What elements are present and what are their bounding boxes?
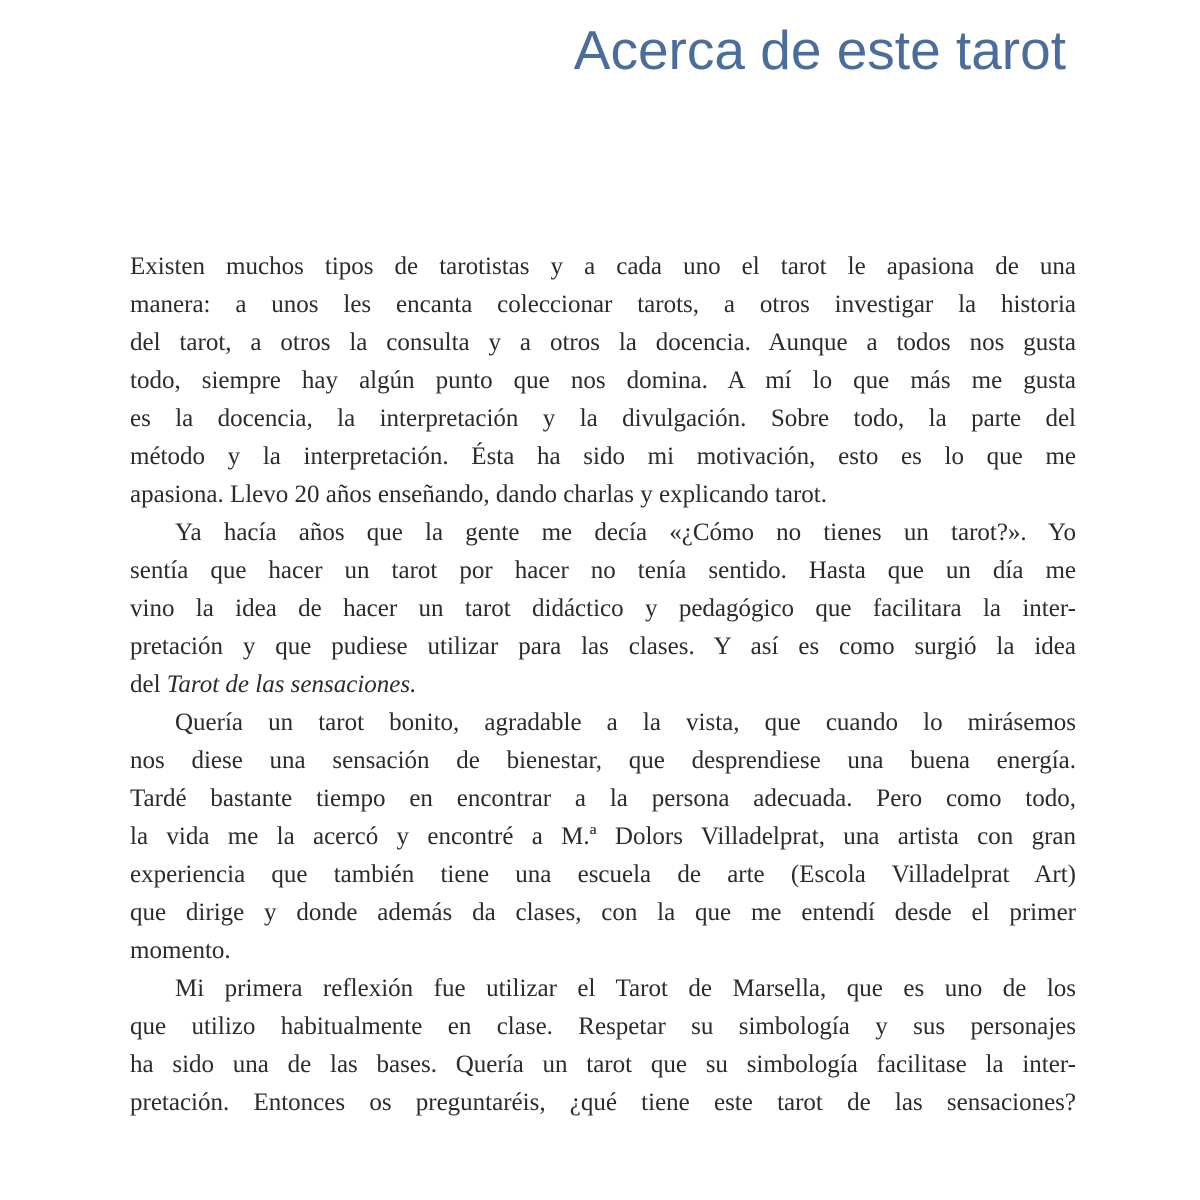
text-line: Existen muchos tipos de tarotistas y a cada uno el tarot le apasiona de una: [130, 253, 1076, 280]
text-line: manera: a unos les encanta coleccionar tarots, a otros investigar la historia: [130, 291, 1076, 318]
text-line: apasiona. Llevo 20 años enseñando, dando charlas y explicando tarot.: [130, 481, 827, 508]
chapter-title: Acerca de este tarot: [573, 19, 1066, 81]
text-line: que dirige y donde además da clases, con la que me entendí desde el primer: [130, 899, 1076, 926]
text-line: pretación. Entonces os preguntaréis, ¿qué tiene este tarot de las sensaciones?: [130, 1089, 1076, 1116]
text-line: todo, siempre hay algún punto que nos domina. A mí lo que más me gusta: [130, 367, 1076, 394]
text-line: Mi primera reflexión fue utilizar el Tarot de Marsella, que es uno de los: [175, 975, 1076, 1002]
text-line: del tarot, a otros la consulta y a otros la docencia. Aunque a todos nos gusta: [130, 329, 1076, 356]
text-line: la vida me la acercó y encontré a M.ª Dolors Villadelprat, una artista con gran: [130, 823, 1076, 850]
text-line: [130, 666, 1076, 704]
text-line: que utilizo habitualmente en clase. Respetar su simbología y sus personajes: [130, 1013, 1076, 1040]
text-line: sentía que hacer un tarot por hacer no tenía sentido. Hasta que un día me: [130, 557, 1076, 584]
text-line: ha sido una de las bases. Quería un tarot que su simbología facilitase la inter-: [130, 1051, 1076, 1078]
text-line: Ya hacía años que la gente me decía «¿Cómo no tienes un tarot?». Yo: [175, 519, 1076, 546]
text-line: nos diese una sensación de bienestar, que desprendiese una buena energía.: [130, 747, 1076, 774]
italic-book-title: Tarot de las sensaciones.: [166, 671, 417, 698]
text-line: Tardé bastante tiempo en encontrar a la persona adecuada. Pero como todo,: [130, 785, 1076, 812]
text-line: es la docencia, la interpretación y la divulgación. Sobre todo, la parte del: [130, 405, 1076, 432]
text-line: momento.: [130, 937, 231, 964]
text-line: vino la idea de hacer un tarot didáctico y pedagógico que facilitara la inter-: [130, 595, 1076, 622]
text-segment: del: [130, 671, 167, 698]
text-line: Quería un tarot bonito, agradable a la vista, que cuando lo mirásemos: [175, 709, 1076, 736]
text-line: experiencia que también tiene una escuela de arte (Escola Villadelprat Art): [130, 861, 1076, 888]
text-line: pretación y que pudiese utilizar para las clases. Y así es como surgió la idea: [130, 633, 1076, 660]
document-body: [130, 248, 1076, 1122]
text-line: método y la interpretación. Ésta ha sido mi motivación, esto es lo que me: [130, 443, 1076, 470]
